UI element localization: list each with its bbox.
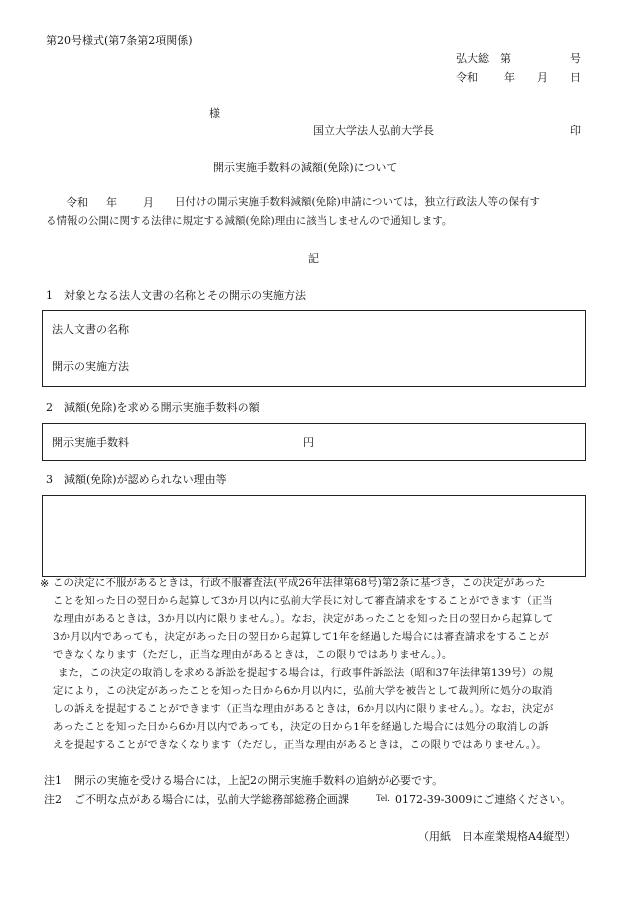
- date-day: 日: [570, 71, 581, 84]
- section3-box: [42, 495, 586, 577]
- section3-heading: 3 減額(免除)が認められない理由等: [46, 473, 227, 486]
- note2-text-a: ご不明な点がある場合には，弘前大学総務部総務企画課: [74, 793, 349, 806]
- yen-unit: 円: [303, 436, 314, 449]
- doc-ref-go: 号: [570, 52, 581, 65]
- paper-spec: （用紙 日本産業規格A4縦型）: [418, 830, 576, 843]
- note1-label: 注1: [44, 774, 62, 787]
- notice-mark: ※: [40, 577, 50, 590]
- doc-ref-org: 弘大総: [456, 52, 489, 65]
- note2-label: 注2: [44, 793, 62, 806]
- ki-mark: 記: [308, 252, 319, 265]
- notice-line: あったことを知った日から6か月以内であっても，決定の日から1年を経過した場合には処分の取消しの訴: [53, 721, 549, 733]
- document-title: 開示実施手数料の減額(免除)について: [213, 161, 398, 174]
- date-month: 月: [537, 71, 548, 84]
- note2-text-b: 0172-39-3009にご連絡ください。: [395, 793, 572, 806]
- notice-line: できなくなります（ただし，正当な理由があるときは，この限りではありません。）。: [53, 649, 453, 661]
- notice-line: また，この決定の取消しを求める訴訟を提起する場合は，行政事件訴訟法（昭和37年法律第139号）の規: [58, 667, 554, 679]
- addressee-suffix: 様: [209, 107, 220, 120]
- disclosure-method-label: 開示の実施方法: [52, 360, 129, 373]
- section1-heading: 1 対象となる法人文書の名称とその開示の実施方法: [46, 289, 306, 302]
- notice-paragraph: [40, 574, 588, 754]
- notice-line: しの訴えを提起することができます（正当な理由があるときは，6か月以内に限りません。）。なお，決定が: [53, 703, 554, 715]
- notice-line: ことを知った日の翌日から起算して3か月以内に弘前大学長に対して審査請求をすることができます（正当: [53, 595, 553, 607]
- body-line1: 日付けの開示実施手数料減額(免除)申請については，独立行政法人等の保有す: [175, 196, 540, 208]
- date-era: 令和: [456, 71, 478, 84]
- notice-line: 3か月以内であっても，決定があった日の翌日から起算して1年を経過した場合には審査請求をすることが: [53, 631, 549, 643]
- form-number: 第20号様式(第7条第2項関係): [46, 34, 193, 47]
- tel-label: Tel.: [376, 793, 390, 803]
- section2-heading: 2 減額(免除)を求める開示実施手数料の額: [46, 401, 260, 414]
- date-year: 年: [504, 71, 515, 84]
- seal-mark: 印: [570, 124, 581, 137]
- notice-line: この決定に不服があるときは，行政不服審査法(平成26年法律第68号)第2条に基づき，この決定があった: [53, 577, 546, 589]
- notice-line: な理由があるときは，3か月以内に限りません。）。なお，決定があったことを知った日の翌日から起算して: [53, 613, 554, 625]
- body-year: 年: [106, 196, 117, 209]
- notice-line: 定により，この決定があったことを知った日から6か月以内に，弘前大学を被告として裁判所に処分の取消: [53, 685, 553, 697]
- body-era: 令和: [66, 196, 88, 209]
- fee-label: 開示実施手数料: [52, 436, 129, 449]
- body-month: 月: [143, 196, 154, 209]
- body-line2: る情報の公開に関する法律に規定する減額(免除)理由に該当しませんので通知します。: [46, 215, 453, 227]
- doc-ref-dai: 第: [500, 52, 511, 65]
- section1-box: [42, 310, 586, 387]
- issuer: 国立大学法人弘前大学長: [313, 124, 434, 137]
- notice-line: えを提起することができなくなります（ただし，正当な理由があるときは，この限りではありません。）。: [53, 739, 547, 751]
- note1-text: 開示の実施を受ける場合には，上記2の開示実施手数料の追納が必要です。: [74, 774, 444, 787]
- doc-name-label: 法人文書の名称: [52, 323, 129, 336]
